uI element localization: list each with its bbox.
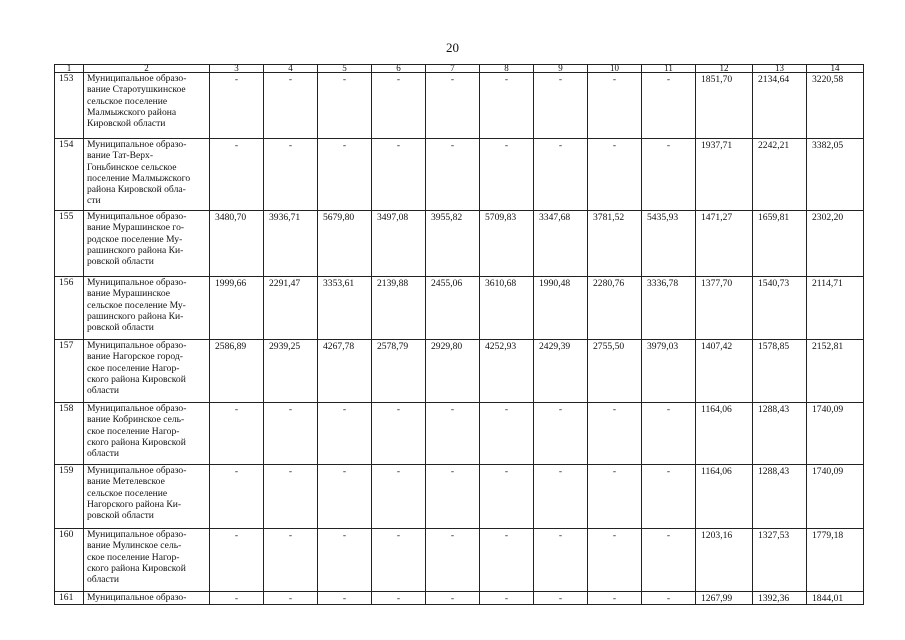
column-header: 3 <box>210 65 264 73</box>
municipality-name <box>84 465 210 529</box>
value-cell: - <box>534 73 588 139</box>
name-line: поселение Малмыжского <box>87 172 191 184</box>
table-row <box>55 465 864 529</box>
name-line: Гоньбинское сельское <box>87 161 177 173</box>
value-cell: - <box>588 73 642 139</box>
value-cell: - <box>642 529 696 592</box>
row-number: 160 <box>55 529 84 592</box>
value-cell: - <box>480 592 534 605</box>
value-cell: - <box>588 529 642 592</box>
value-cell: - <box>588 592 642 605</box>
row-number: 155 <box>55 211 84 277</box>
value-cell: - <box>210 465 264 529</box>
value-cell: 1740,09 <box>807 403 864 465</box>
name-line: сельское поселение <box>87 95 168 107</box>
value-cell: - <box>372 529 426 592</box>
municipality-name <box>84 592 210 605</box>
value-cell: - <box>210 529 264 592</box>
value-cell: - <box>210 592 264 605</box>
column-header: 12 <box>696 65 753 73</box>
row-number: 159 <box>55 465 84 529</box>
column-header: 9 <box>534 65 588 73</box>
column-header: 13 <box>753 65 807 73</box>
value-cell: 1740,09 <box>807 465 864 529</box>
value-cell: - <box>372 403 426 465</box>
value-cell: 1327,53 <box>753 529 807 592</box>
name-line: Муниципальное образо- <box>87 139 187 150</box>
name-line: сти <box>87 195 101 207</box>
value-cell: 1164,06 <box>696 465 753 529</box>
value-cell: - <box>426 403 480 465</box>
column-header: 2 <box>84 65 210 73</box>
value-cell: 3353,61 <box>318 277 372 340</box>
value-cell: - <box>588 465 642 529</box>
value-cell: - <box>480 139 534 211</box>
value-cell: 3955,82 <box>426 211 480 277</box>
name-line: вание Кобринское сель- <box>87 414 185 426</box>
name-line: Нагорского района Ки- <box>87 498 182 510</box>
name-line: ское поселение Нагор- <box>87 362 180 374</box>
value-cell: 2242,21 <box>753 139 807 211</box>
value-cell: - <box>318 529 372 592</box>
value-cell: - <box>426 465 480 529</box>
value-cell: 4252,93 <box>480 340 534 403</box>
value-cell: 1578,85 <box>753 340 807 403</box>
name-line: Кировской области <box>87 118 166 130</box>
column-header: 4 <box>264 65 318 73</box>
name-line: ровской области <box>87 322 154 334</box>
value-cell: 3610,68 <box>480 277 534 340</box>
value-cell: - <box>642 73 696 139</box>
value-cell: - <box>534 139 588 211</box>
name-line: вание Мулинское сель- <box>87 540 182 552</box>
value-cell: 1392,36 <box>753 592 807 605</box>
value-cell: 2134,64 <box>753 73 807 139</box>
value-cell: 3480,70 <box>210 211 264 277</box>
name-line: ского района Кировской <box>87 436 186 448</box>
value-cell: - <box>264 403 318 465</box>
row-number: 158 <box>55 403 84 465</box>
value-cell: - <box>642 403 696 465</box>
value-cell: - <box>534 592 588 605</box>
page-number: 20 <box>446 40 459 55</box>
name-line: вание Мурашинское <box>87 288 170 300</box>
name-line: Муниципальное образо- <box>87 592 187 603</box>
value-cell: - <box>426 139 480 211</box>
name-line: области <box>87 574 120 586</box>
value-cell: 1288,43 <box>753 403 807 465</box>
name-line: сельское поселение Му- <box>87 299 186 311</box>
value-cell: - <box>318 403 372 465</box>
value-cell: 1164,06 <box>696 403 753 465</box>
header-row <box>55 65 864 73</box>
value-cell: 1990,48 <box>534 277 588 340</box>
value-cell: 1540,73 <box>753 277 807 340</box>
value-cell: 1203,16 <box>696 529 753 592</box>
column-header: 6 <box>372 65 426 73</box>
table-row <box>55 403 864 465</box>
value-cell: 1779,18 <box>807 529 864 592</box>
name-line: ровской области <box>87 510 154 522</box>
value-cell: 1471,27 <box>696 211 753 277</box>
name-line: рашинского района Ки- <box>87 310 184 322</box>
value-cell: - <box>372 73 426 139</box>
value-cell: - <box>426 529 480 592</box>
name-line: ское поселение Нагор- <box>87 425 180 437</box>
value-cell: - <box>264 529 318 592</box>
value-cell: - <box>318 465 372 529</box>
row-number: 156 <box>55 277 84 340</box>
column-header: 10 <box>588 65 642 73</box>
name-line: Муниципальное образо- <box>87 403 187 414</box>
name-line: области <box>87 385 120 397</box>
value-cell: 1377,70 <box>696 277 753 340</box>
row-number: 153 <box>55 73 84 139</box>
value-cell: 2455,06 <box>426 277 480 340</box>
value-cell: 2939,25 <box>264 340 318 403</box>
value-cell: 3979,03 <box>642 340 696 403</box>
name-line: Муниципальное образо- <box>87 211 187 222</box>
value-cell: - <box>480 73 534 139</box>
value-cell: - <box>534 529 588 592</box>
value-cell: - <box>318 139 372 211</box>
value-cell: - <box>642 465 696 529</box>
value-cell: 3382,05 <box>807 139 864 211</box>
table-body <box>55 73 864 605</box>
value-cell: 2586,89 <box>210 340 264 403</box>
value-cell: 1937,71 <box>696 139 753 211</box>
value-cell: 2929,80 <box>426 340 480 403</box>
value-cell: - <box>210 139 264 211</box>
column-header: 14 <box>807 65 864 73</box>
table-row <box>55 340 864 403</box>
name-line: сельское поселение <box>87 487 168 499</box>
value-cell: - <box>534 403 588 465</box>
value-cell: 3220,58 <box>807 73 864 139</box>
name-line: рашинского района Ки- <box>87 244 184 256</box>
municipality-name <box>84 340 210 403</box>
value-cell: 2114,71 <box>807 277 864 340</box>
municipality-name <box>84 211 210 277</box>
municipality-name <box>84 73 210 139</box>
value-cell: 5435,93 <box>642 211 696 277</box>
value-cell: - <box>642 139 696 211</box>
table-row <box>55 592 864 605</box>
municipality-name <box>84 403 210 465</box>
value-cell: - <box>372 592 426 605</box>
value-cell: - <box>372 139 426 211</box>
name-line: вание Мурашинское го- <box>87 222 185 234</box>
name-line: Муниципальное образо- <box>87 277 187 288</box>
name-line: вание Метелевское <box>87 476 165 488</box>
value-cell: 2152,81 <box>807 340 864 403</box>
value-cell: - <box>480 529 534 592</box>
value-cell: 3497,08 <box>372 211 426 277</box>
value-cell: - <box>264 465 318 529</box>
value-cell: 5709,83 <box>480 211 534 277</box>
name-line: Муниципальное образо- <box>87 340 187 351</box>
value-cell: - <box>534 465 588 529</box>
table-row <box>55 529 864 592</box>
name-line: области <box>87 448 120 460</box>
column-header: 11 <box>642 65 696 73</box>
municipality-name <box>84 277 210 340</box>
column-header: 7 <box>426 65 480 73</box>
name-line: Муниципальное образо- <box>87 465 187 476</box>
value-cell: - <box>588 139 642 211</box>
name-line: вание Тат-Верх- <box>87 150 154 162</box>
value-cell: 1844,01 <box>807 592 864 605</box>
value-cell: 1407,42 <box>696 340 753 403</box>
row-number: 154 <box>55 139 84 211</box>
name-line: ское поселение Нагор- <box>87 551 180 563</box>
table-row <box>55 277 864 340</box>
name-line: ского района Кировской <box>87 562 186 574</box>
name-line: ского района Кировской <box>87 373 186 385</box>
value-cell: - <box>426 592 480 605</box>
municipality-name <box>84 529 210 592</box>
name-line: Малмыжского района <box>87 106 177 118</box>
value-cell: 5679,80 <box>318 211 372 277</box>
value-cell: - <box>264 139 318 211</box>
municipality-name <box>84 139 210 211</box>
column-header: 1 <box>55 65 84 73</box>
value-cell: 1999,66 <box>210 277 264 340</box>
value-cell: 3336,78 <box>642 277 696 340</box>
value-cell: 4267,78 <box>318 340 372 403</box>
table-header <box>55 65 864 73</box>
value-cell: 2429,39 <box>534 340 588 403</box>
value-cell: 3781,52 <box>588 211 642 277</box>
value-cell: 1659,81 <box>753 211 807 277</box>
name-line: родское поселение Му- <box>87 233 183 245</box>
value-cell: - <box>318 73 372 139</box>
value-cell: 2139,88 <box>372 277 426 340</box>
value-cell: - <box>264 592 318 605</box>
value-cell: - <box>480 403 534 465</box>
name-line: ровской области <box>87 256 154 268</box>
name-line: Муниципальное образо- <box>87 73 187 84</box>
value-cell: 1288,43 <box>753 465 807 529</box>
value-cell: 2280,76 <box>588 277 642 340</box>
column-header: 8 <box>480 65 534 73</box>
value-cell: - <box>372 465 426 529</box>
value-cell: - <box>642 592 696 605</box>
row-number: 161 <box>55 592 84 605</box>
name-line: Муниципальное образо- <box>87 529 187 540</box>
table-row <box>55 139 864 211</box>
value-cell: - <box>264 73 318 139</box>
value-cell: 3936,71 <box>264 211 318 277</box>
value-cell: - <box>480 465 534 529</box>
value-cell: - <box>318 592 372 605</box>
value-cell: 2302,20 <box>807 211 864 277</box>
table-row <box>55 211 864 277</box>
value-cell: 1267,99 <box>696 592 753 605</box>
table-row <box>55 73 864 139</box>
name-line: вание Старотушкинское <box>87 84 186 96</box>
value-cell: - <box>210 403 264 465</box>
value-cell: - <box>588 403 642 465</box>
value-cell: - <box>210 73 264 139</box>
value-cell: 2291,47 <box>264 277 318 340</box>
value-cell: 1851,70 <box>696 73 753 139</box>
value-cell: - <box>426 73 480 139</box>
name-line: вание Нагорское город- <box>87 351 183 363</box>
column-header: 5 <box>318 65 372 73</box>
data-table <box>54 64 864 605</box>
name-line: района Кировской обла- <box>87 184 186 196</box>
value-cell: 2755,50 <box>588 340 642 403</box>
row-number: 157 <box>55 340 84 403</box>
value-cell: 3347,68 <box>534 211 588 277</box>
value-cell: 2578,79 <box>372 340 426 403</box>
